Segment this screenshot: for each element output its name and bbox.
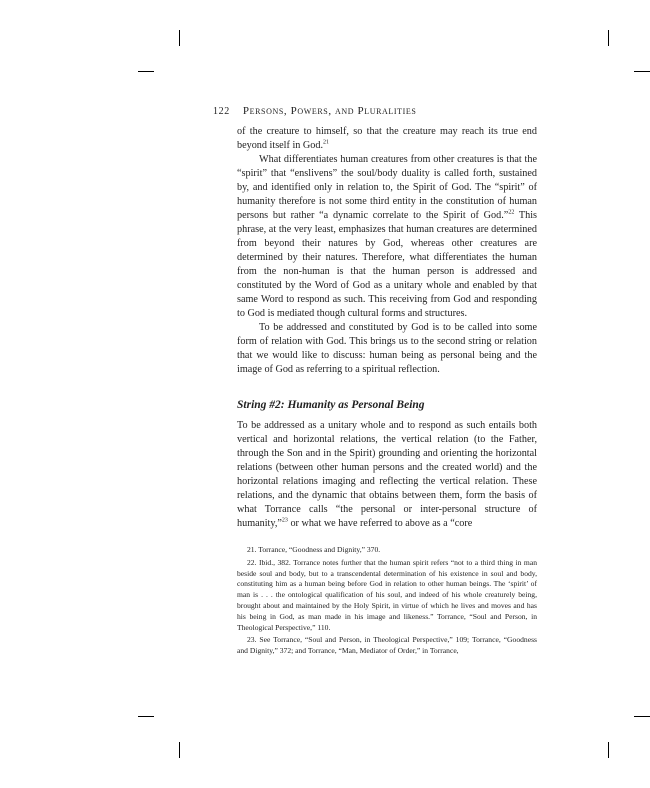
- paragraph: of the creature to himself, so that the creature may reach its true end beyond itself in God.$^{21}$: [237, 126, 537, 151]
- crop-mark-left-lower: [138, 716, 154, 717]
- footnote: 21. Torrance, “Goodness and Dignity,” 370.: [247, 545, 381, 554]
- paragraph: To be addressed as a unitary whole and to respond as such entails both vertical and horizontal relations, the vertical relation (to the Father, through the Son and in the Spirit) grounding and orienting the horizontal relations (between other human persons and the created world) and the horizontal relations imaging and reflecting the vertical relation. These relations, and the dynamic that obtains between them, form the basis of what Torrance calls “the personal or inter-personal structure of humanity,”$^{23}$ or what we have referred to above as a “core: [237, 420, 537, 529]
- footnotes: [237, 545, 537, 657]
- crop-mark-top-left: [179, 30, 180, 46]
- crop-mark-top-right: [608, 30, 609, 46]
- body-text: [237, 125, 537, 531]
- running-head: [213, 105, 416, 117]
- section-heading: String #2: Humanity as Personal Being: [237, 399, 425, 411]
- book-title: Persons, Powers, and Pluralities: [242, 105, 417, 117]
- paragraph: What differentiates human creatures from other creatures is that the “spirit” that “enslivens” the soul/body duality is called forth, sustained by, and identified only in relation to, the Spirit of God. The “spirit” of humanity therefore is not some third entity in the constitution of human persons but rather “a dynamic correlate to the Spirit of God.”$^{22}$ This phrase, at the very least, emphasizes that human creatures are determined from beyond their natures by God, whereas other creatures are determined by their natures. Therefore, what differentiates the human from the non-human is that the human person is addressed and constituted by the Word of God as a unitary whole and enabled by that same Word to respond as such. This receiving from God and responding to God is mediated though cultural forms and structures.: [237, 154, 537, 319]
- footnote-ref: 21: [323, 139, 330, 146]
- crop-mark-right-upper: [634, 71, 650, 72]
- page-number: 122: [213, 106, 230, 117]
- crop-mark-right-lower: [634, 716, 650, 717]
- paragraph: To be addressed and constituted by God is to be called into some form of relation with God. This brings us to the second string or relation that we would like to discuss: human being as personal being and the image of God as referring to a spiritual reflection.: [237, 322, 537, 375]
- crop-mark-left-upper: [138, 71, 154, 72]
- footnote-ref: 23: [281, 517, 288, 524]
- footnote: 22. Ibid., 382. Torrance notes further that the human spirit refers “not to a third thing in man beside soul and body, but to a transcendental determination of his existence in soul and body, constituting him as a human being before God in relation to other human beings. The ‘spirit’ of man is . . . the ontological qualification of his soul, and indeed of his whole creaturely being, brought about and maintained by the Holy Spirit, in virtue of which he lives and moves and has his being in God, as man made in his image and likeness.” Torrance, “Soul and Person, in Theological Perspective,” 110.: [237, 557, 537, 632]
- page-content: [237, 125, 537, 659]
- footnote: 23. See Torrance, “Soul and Person, in Theological Perspective,” 109; Torrance, “Goodness and Dignity,” 372; and Torrance, “Man, Mediator of Order,” in Torrance,: [237, 635, 537, 656]
- crop-mark-bottom-right: [608, 742, 609, 758]
- footnote-ref: 22: [508, 209, 515, 216]
- crop-mark-bottom-left: [179, 742, 180, 758]
